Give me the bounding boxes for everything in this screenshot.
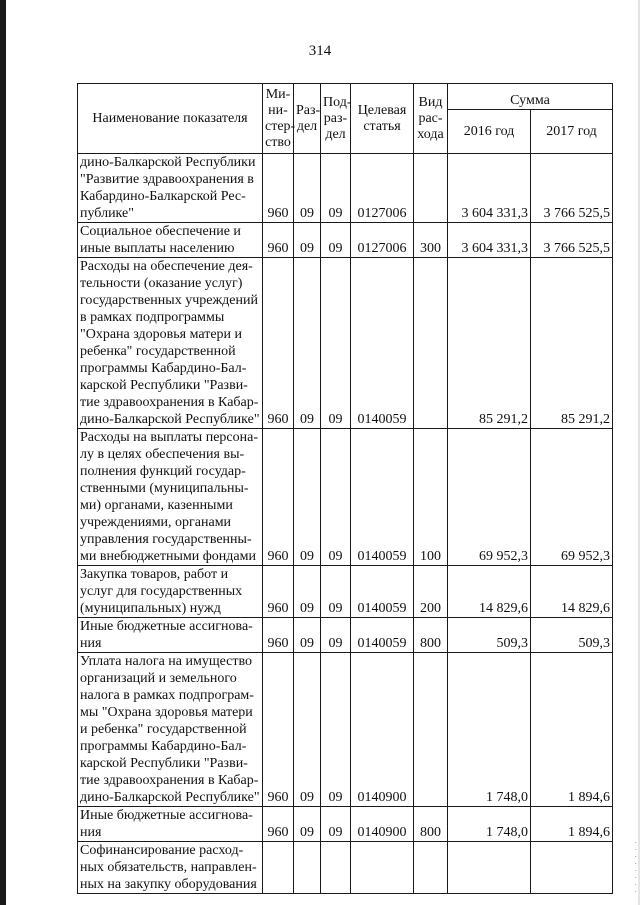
- header-line: дел: [325, 126, 346, 142]
- row-name-line: ных обязательств, направлен-: [80, 860, 257, 875]
- cell-y2016: 1 748,0: [448, 653, 531, 807]
- cell-expense-type: 200: [414, 566, 448, 618]
- row-name: [78, 223, 263, 258]
- cell-ministry: 960: [263, 223, 294, 258]
- cell-ministry: 960: [263, 566, 294, 618]
- cell-y2017: 3 766 525,5: [531, 223, 613, 258]
- cell-y2017: 1 894,6: [531, 807, 613, 842]
- row-name-line: Расходы на выплаты персона-: [80, 430, 258, 445]
- row-name-line: Софинансирование расход-: [80, 843, 244, 858]
- header-line: раз-: [323, 110, 348, 126]
- cell-subsection: 09: [321, 154, 351, 223]
- row-name-line: дино-Балкарской Республики: [80, 155, 256, 170]
- cell-y2016: 3 604 331,3: [448, 154, 531, 223]
- header-ministry: [263, 84, 294, 154]
- row-name-line: программы Кабардино-Бал-: [80, 739, 247, 754]
- row-name-line: ми внебюджетными фондами: [80, 549, 256, 564]
- cell-section: [294, 842, 321, 894]
- cell-subsection: 09: [321, 429, 351, 566]
- row-name-line: ния: [80, 636, 102, 651]
- cell-ministry: 960: [263, 258, 294, 429]
- row-name-line: государственных учреждений: [80, 293, 258, 308]
- cell-expense-type: [414, 842, 448, 894]
- header-line: Вид: [418, 94, 443, 110]
- row-name-line: ных на закупку оборудования: [80, 877, 257, 892]
- cell-y2017: 1 894,6: [531, 653, 613, 807]
- row-name-line: карской Республики "Разви-: [80, 378, 248, 393]
- row-name-line: организаций и земельного: [80, 671, 237, 686]
- header-line: Под-: [323, 94, 352, 110]
- header-line: ство: [265, 134, 291, 150]
- cell-y2016: 509,3: [448, 618, 531, 653]
- cell-y2016: 14 829,6: [448, 566, 531, 618]
- cell-section: 09: [294, 807, 321, 842]
- row-name-line: Иные бюджетные ассигнова-: [80, 619, 253, 634]
- cell-target: 0140059: [351, 429, 414, 566]
- table-row: [78, 807, 613, 842]
- cell-ministry: 960: [263, 618, 294, 653]
- cell-expense-type: [414, 653, 448, 807]
- cell-subsection: 09: [321, 618, 351, 653]
- cell-y2017: 69 952,3: [531, 429, 613, 566]
- budget-table: [77, 83, 613, 894]
- cell-subsection: 09: [321, 223, 351, 258]
- cell-ministry: 960: [263, 154, 294, 223]
- cell-section: 09: [294, 653, 321, 807]
- cell-y2016: 1 748,0: [448, 807, 531, 842]
- row-name-line: Закупка товаров, работ и: [80, 567, 229, 582]
- table-row: [78, 618, 613, 653]
- row-name-line: Уплата налога на имущество: [80, 654, 253, 669]
- row-name: [78, 653, 263, 807]
- table-row: [78, 223, 613, 258]
- header-line: Ми-: [265, 86, 291, 102]
- cell-subsection: 09: [321, 258, 351, 429]
- row-name-line: Иные бюджетные ассигнова-: [80, 808, 253, 823]
- cell-subsection: [321, 842, 351, 894]
- table-row: [78, 566, 613, 618]
- cell-section: 09: [294, 154, 321, 223]
- cell-target: 0140900: [351, 807, 414, 842]
- table-row: [78, 653, 613, 807]
- header-expense-type: [414, 84, 448, 154]
- edge-marks: · · · · · · · ·: [634, 839, 637, 896]
- row-name-line: тельности (оказание услуг): [80, 276, 243, 291]
- cell-section: 09: [294, 429, 321, 566]
- header-2017: 2017 год: [531, 110, 613, 154]
- cell-y2016: [448, 842, 531, 894]
- header-line: Раз-: [296, 102, 321, 118]
- row-name: [78, 429, 263, 566]
- row-name-line: ребенка" государственной: [80, 344, 236, 359]
- cell-y2016: 69 952,3: [448, 429, 531, 566]
- row-name-line: управления государственны-: [80, 532, 252, 547]
- row-name-line: "Развитие здравоохранения в: [80, 172, 254, 187]
- row-name-line: программы Кабардино-Бал-: [80, 361, 247, 376]
- row-name-line: карской Республики "Разви-: [80, 756, 248, 771]
- header-line: Целевая: [357, 102, 407, 118]
- cell-expense-type: [414, 154, 448, 223]
- row-name-line: ственными (муниципальны-: [80, 481, 249, 496]
- cell-target: 0127006: [351, 154, 414, 223]
- row-name-line: публике": [80, 206, 134, 221]
- row-name-line: Социальное обеспечение и: [80, 224, 241, 239]
- header-line: хода: [417, 126, 444, 142]
- cell-section: 09: [294, 223, 321, 258]
- cell-subsection: 09: [321, 807, 351, 842]
- row-name: [78, 842, 263, 894]
- row-name: [78, 154, 263, 223]
- row-name-line: Кабардино-Балкарской Рес-: [80, 189, 246, 204]
- row-name-line: тие здравоохранения в Кабар-: [80, 395, 259, 410]
- cell-subsection: 09: [321, 653, 351, 807]
- row-name-line: иные выплаты населению: [80, 241, 235, 256]
- table-row: [78, 258, 613, 429]
- row-name-line: дино-Балкарской Республике": [80, 790, 260, 805]
- row-name-line: дино-Балкарской Республике": [80, 412, 260, 427]
- cell-y2017: 3 766 525,5: [531, 154, 613, 223]
- cell-y2016: 3 604 331,3: [448, 223, 531, 258]
- cell-expense-type: 800: [414, 807, 448, 842]
- cell-expense-type: 300: [414, 223, 448, 258]
- header-line: рас-: [418, 110, 443, 126]
- header-line: ни-: [268, 102, 288, 118]
- binding-edge: [0, 0, 6, 905]
- cell-ministry: 960: [263, 429, 294, 566]
- cell-ministry: 960: [263, 653, 294, 807]
- cell-ministry: [263, 842, 294, 894]
- cell-target: 0140059: [351, 258, 414, 429]
- row-name-line: тие здравоохранения в Кабар-: [80, 773, 259, 788]
- cell-section: 09: [294, 258, 321, 429]
- table-row: [78, 842, 613, 894]
- row-name-line: и ребенка" государственной: [80, 722, 247, 737]
- header-2016: 2016 год: [448, 110, 531, 154]
- row-name-line: услуг для государственных: [80, 584, 243, 599]
- page-number: 314: [308, 43, 332, 59]
- row-name: [78, 258, 263, 429]
- row-name-line: Расходы на обеспечение дея-: [80, 259, 253, 274]
- header-name: Наименование показателя: [78, 84, 263, 154]
- row-name: [78, 566, 263, 618]
- row-name-line: "Охрана здоровья матери и: [80, 327, 243, 342]
- row-name-line: ния: [80, 825, 102, 840]
- row-name-line: мы "Охрана здоровья матери: [80, 705, 253, 720]
- row-name-line: учреждениями, органами: [80, 515, 232, 530]
- cell-y2017: 85 291,2: [531, 258, 613, 429]
- row-name: [78, 807, 263, 842]
- table-row: [78, 429, 613, 566]
- cell-expense-type: [414, 258, 448, 429]
- header-line: стер-: [265, 118, 296, 134]
- row-name-line: полнения функций государ-: [80, 464, 246, 479]
- cell-y2017: 14 829,6: [531, 566, 613, 618]
- cell-y2017: 509,3: [531, 618, 613, 653]
- row-name-line: (муниципальных) нужд: [80, 601, 221, 616]
- row-name-line: ми) органами, казенными: [80, 498, 233, 513]
- cell-subsection: 09: [321, 566, 351, 618]
- cell-target: 0140900: [351, 653, 414, 807]
- header-target: [351, 84, 414, 154]
- row-name-line: в рамках подпрограммы: [80, 310, 225, 325]
- cell-section: 09: [294, 618, 321, 653]
- cell-y2017: [531, 842, 613, 894]
- cell-expense-type: 100: [414, 429, 448, 566]
- cell-target: 0140059: [351, 618, 414, 653]
- header-line: статья: [363, 118, 401, 134]
- cell-expense-type: 800: [414, 618, 448, 653]
- table-row: [78, 154, 613, 223]
- cell-target: 0127006: [351, 223, 414, 258]
- cell-target: 0140059: [351, 566, 414, 618]
- row-name-line: лу в целях обеспечения вы-: [80, 447, 245, 462]
- header-section: [294, 84, 321, 154]
- cell-section: 09: [294, 566, 321, 618]
- cell-ministry: 960: [263, 807, 294, 842]
- header-line: дел: [296, 118, 318, 134]
- header-subsection: [321, 84, 351, 154]
- row-name: [78, 618, 263, 653]
- cell-y2016: 85 291,2: [448, 258, 531, 429]
- cell-target: [351, 842, 414, 894]
- header-sum: Сумма: [448, 84, 613, 110]
- row-name-line: налога в рамках подпрограм-: [80, 688, 254, 703]
